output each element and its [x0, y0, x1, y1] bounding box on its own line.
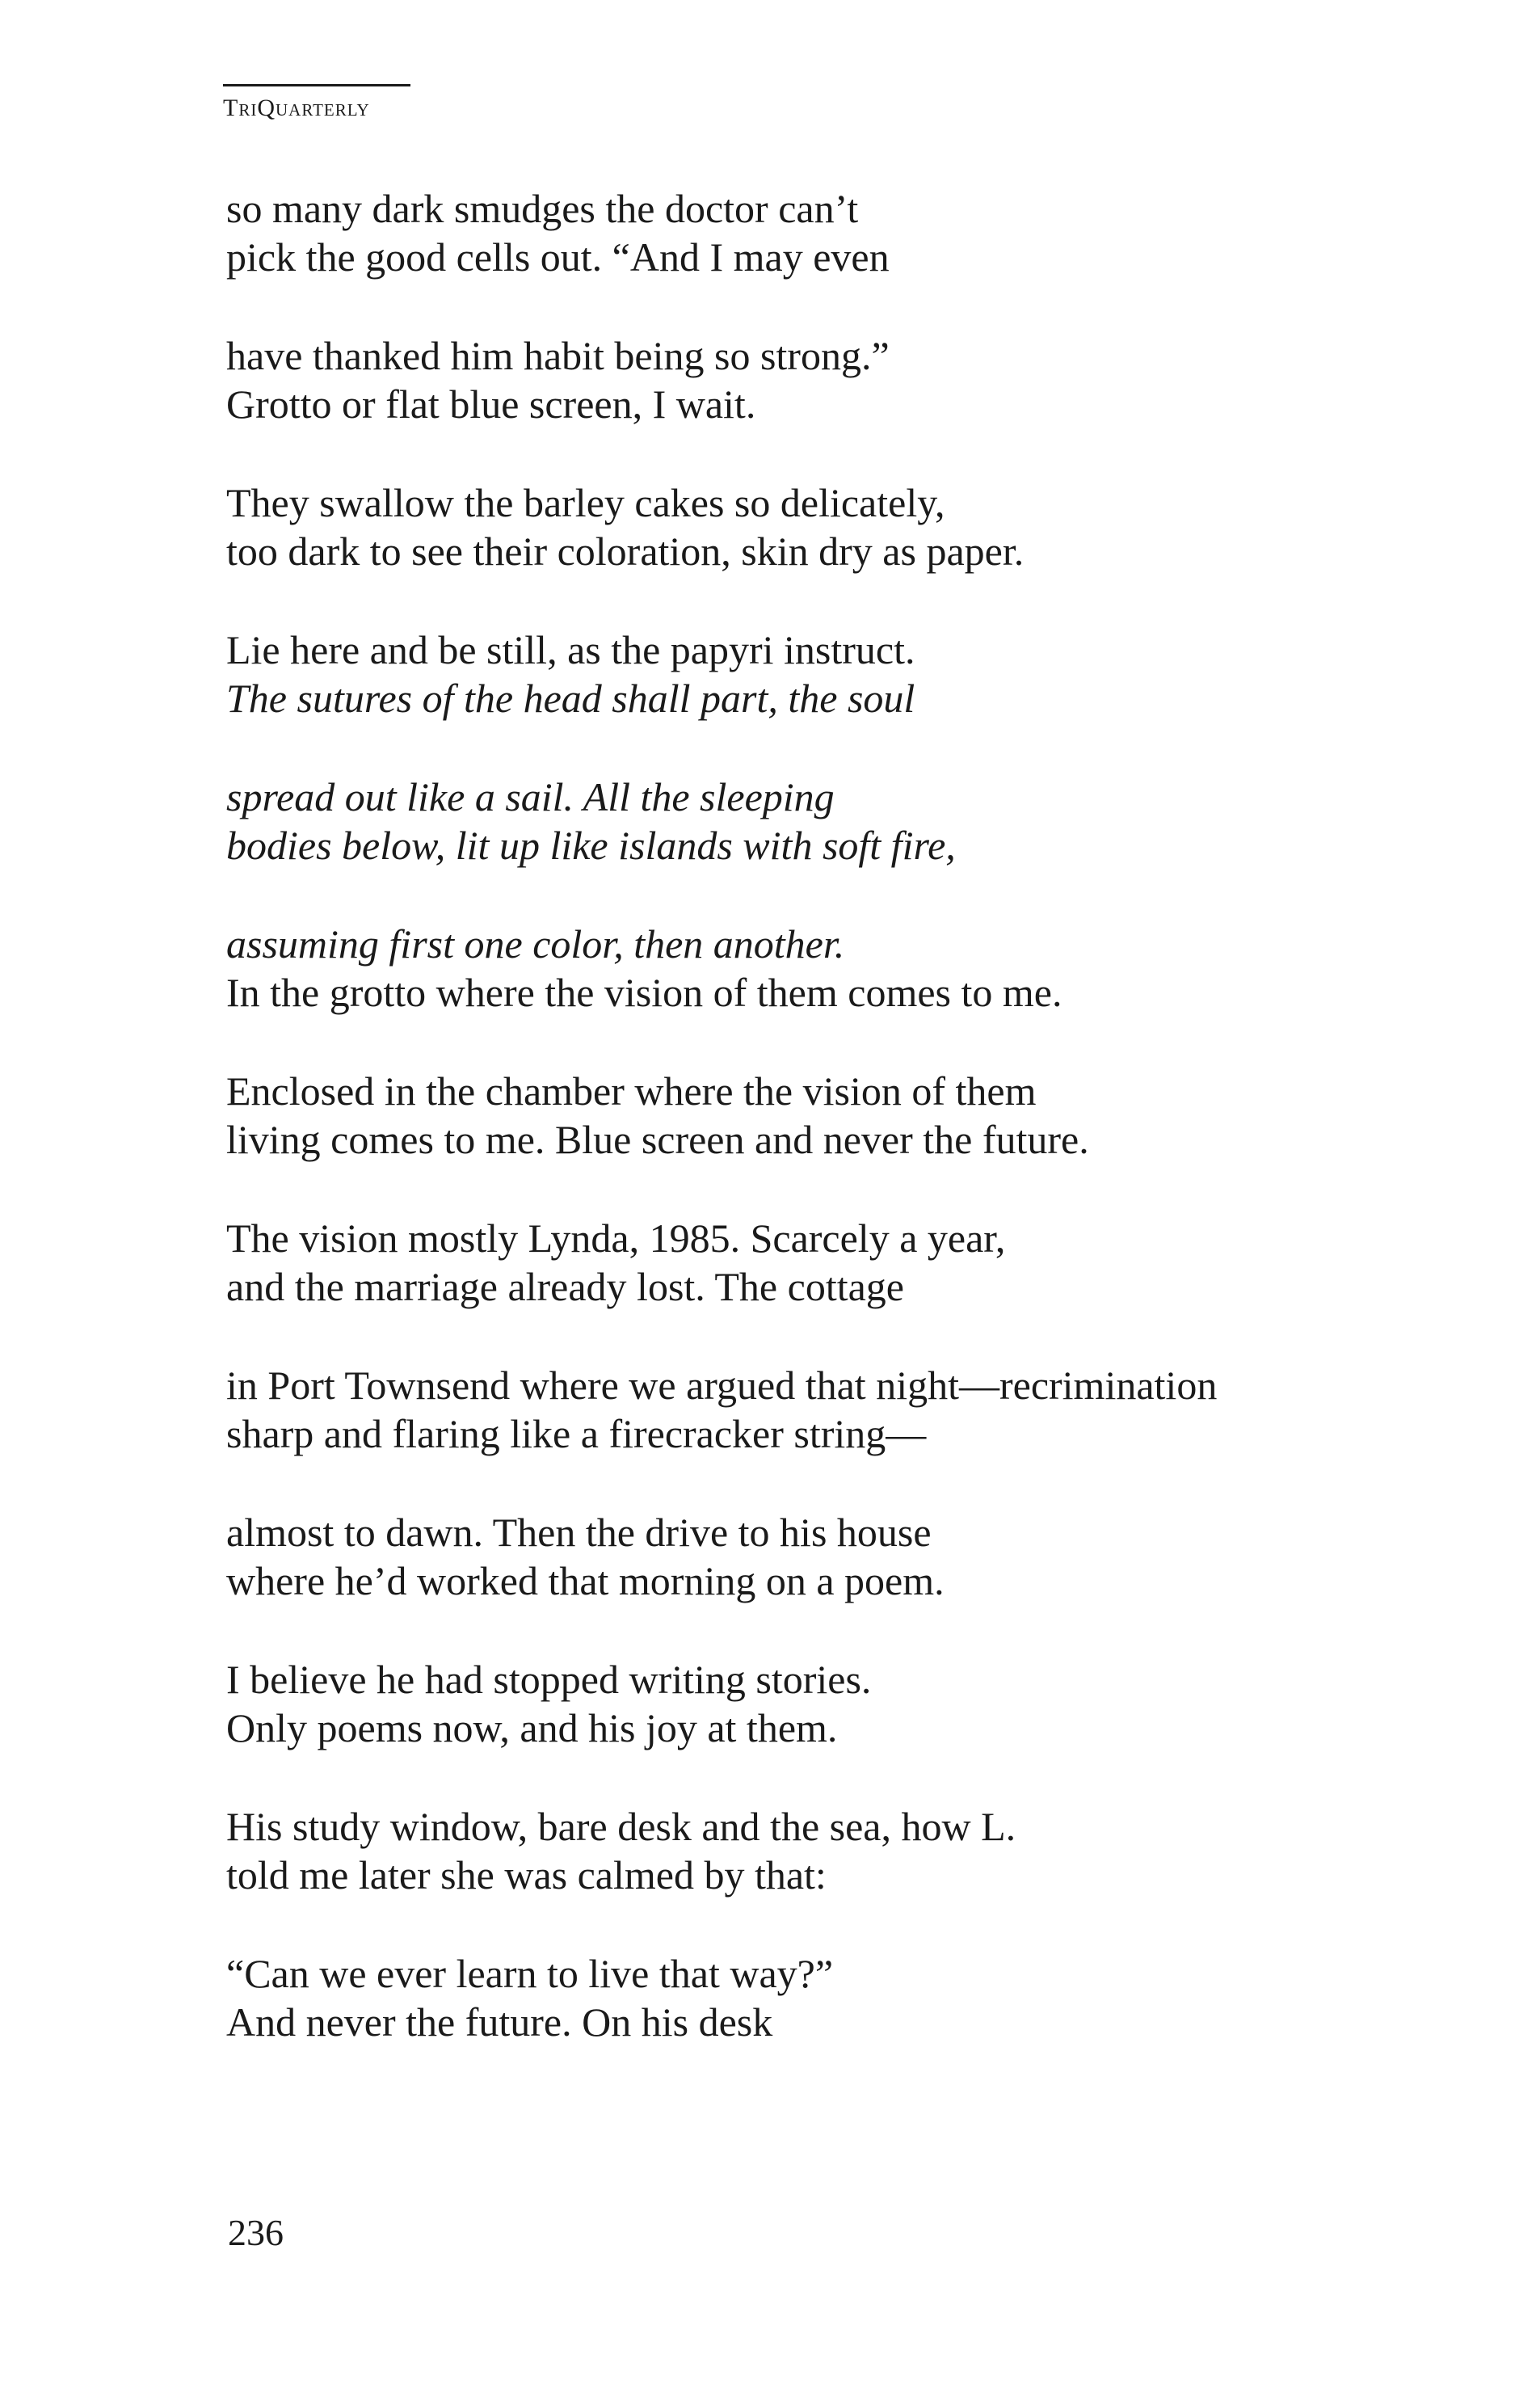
poem-line: And never the future. On his desk	[226, 1999, 773, 2045]
stanza	[226, 1361, 1438, 1458]
poem-line: The sutures of the head shall part, the soul	[226, 676, 915, 721]
poem-body	[226, 184, 1438, 2096]
poem-line: told me later she was calmed by that:	[226, 1852, 827, 1898]
stanza	[226, 626, 1438, 722]
poem-line: The vision mostly Lynda, 1985. Scarcely a year,	[226, 1215, 1006, 1261]
poem-line: I believe he had stopped writing stories.	[226, 1657, 872, 1702]
poem-line: Enclosed in the chamber where the vision of them	[226, 1068, 1037, 1114]
stanza	[226, 920, 1438, 1017]
running-head: TriQuarterly	[223, 84, 410, 120]
stanza	[226, 1508, 1438, 1605]
poem-line: His study window, bare desk and the sea, how L.	[226, 1804, 1016, 1849]
stanza	[226, 478, 1438, 575]
stanza	[226, 1067, 1438, 1164]
stanza	[226, 184, 1438, 281]
poem-line: spread out like a sail. All the sleeping	[226, 774, 835, 819]
page-number: 236	[228, 2212, 284, 2253]
stanza	[226, 1802, 1438, 1899]
poem-line: where he’d worked that morning on a poem.	[226, 1558, 945, 1603]
poem-line: Grotto or flat blue screen, I wait.	[226, 381, 756, 427]
poem-line: bodies below, lit up like islands with soft fire,	[226, 823, 956, 868]
poem-line: pick the good cells out. “And I may even	[226, 234, 890, 280]
poem-line: “Can we ever learn to live that way?”	[226, 1951, 834, 1996]
poem-line: living comes to me. Blue screen and never the future.	[226, 1117, 1089, 1162]
poem-line: so many dark smudges the doctor can’t	[226, 186, 859, 231]
poem-line: assuming first one color, then another.	[226, 921, 845, 967]
poem-line: In the grotto where the vision of them comes to me.	[226, 970, 1062, 1015]
poem-line: have thanked him habit being so strong.”	[226, 333, 890, 378]
poem-line: and the marriage already lost. The cottage	[226, 1264, 904, 1309]
poem-line: sharp and flaring like a firecracker string—	[226, 1411, 927, 1456]
poem-line: almost to dawn. Then the drive to his house	[226, 1510, 932, 1555]
poem-line: They swallow the barley cakes so delicately,	[226, 480, 945, 525]
poem-line: in Port Townsend where we argued that night—recrimination	[226, 1363, 1218, 1408]
stanza	[226, 1949, 1438, 2046]
poem-line: Lie here and be still, as the papyri instruct.	[226, 627, 915, 672]
stanza	[226, 1214, 1438, 1311]
stanza	[226, 1655, 1438, 1752]
poem-line: too dark to see their coloration, skin dry as paper.	[226, 529, 1025, 574]
stanza	[226, 331, 1438, 428]
poem-line: Only poems now, and his joy at them.	[226, 1705, 838, 1750]
stanza	[226, 773, 1438, 870]
